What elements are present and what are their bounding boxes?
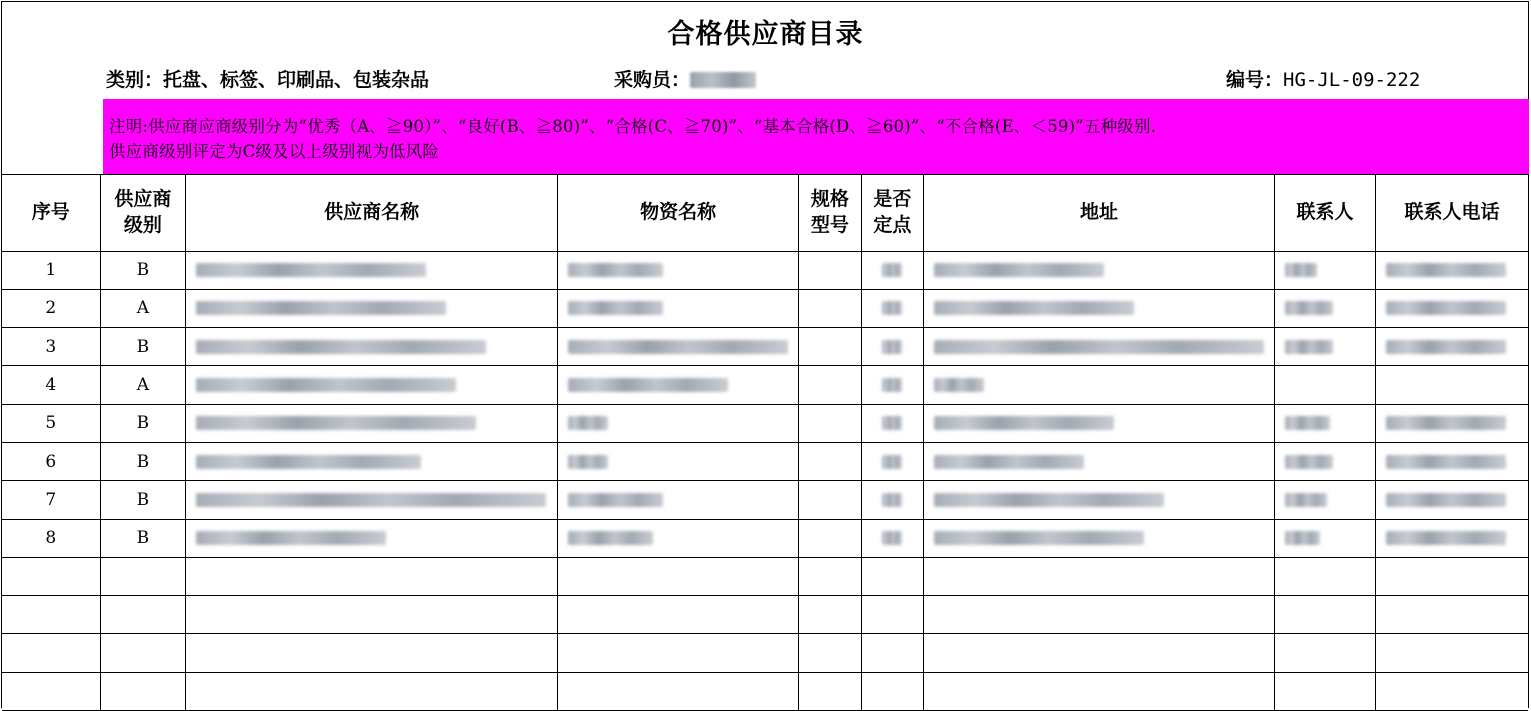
redacted-text	[1386, 531, 1506, 545]
empty-cell	[861, 596, 923, 634]
row-contact	[1275, 404, 1376, 442]
redacted-text	[934, 493, 1164, 507]
row-contact	[1275, 442, 1376, 480]
empty-cell	[558, 557, 799, 595]
empty-cell	[186, 557, 558, 595]
redacted-text	[196, 340, 486, 354]
row-address	[924, 404, 1275, 442]
buyer-label: 采购员：	[614, 69, 691, 91]
col-header-seq: 序号	[2, 174, 100, 251]
redacted-text	[934, 301, 1134, 315]
table-body	[2, 251, 1528, 711]
buyer-field	[614, 65, 756, 92]
row-spec	[799, 404, 861, 442]
empty-cell	[100, 596, 186, 634]
empty-cell	[100, 634, 186, 672]
row-address	[924, 442, 1275, 480]
redacted-text	[568, 416, 608, 430]
empty-cell	[1275, 557, 1376, 595]
number-value: HG-JL-09-222	[1283, 69, 1421, 91]
row-level: A	[100, 366, 186, 404]
redacted-text	[1285, 416, 1330, 430]
redacted-text	[1386, 301, 1506, 315]
redacted-text	[568, 493, 663, 507]
row-address	[924, 328, 1275, 366]
row-seq: 4	[2, 366, 100, 404]
row-contact	[1275, 251, 1376, 289]
grading-note	[103, 99, 1529, 174]
buyer-name-redacted	[690, 72, 756, 88]
row-material	[558, 328, 799, 366]
table-row	[2, 289, 1528, 327]
category-label: 类别：托盘、标签、印刷品、包装杂品	[106, 69, 430, 91]
row-address	[924, 481, 1275, 519]
redacted-text	[196, 531, 386, 545]
number-label: 编号：	[1226, 69, 1284, 91]
empty-cell	[799, 672, 861, 710]
redacted-text	[196, 378, 456, 392]
row-supplier-name	[186, 442, 558, 480]
row-contact	[1275, 366, 1376, 404]
redacted-text	[882, 493, 902, 507]
redacted-text	[568, 301, 663, 315]
row-fixed	[861, 519, 923, 557]
empty-cell	[100, 557, 186, 595]
row-material	[558, 442, 799, 480]
redacted-text	[1386, 416, 1506, 430]
empty-cell	[1375, 557, 1528, 595]
empty-cell	[1375, 596, 1528, 634]
redacted-text	[1285, 340, 1333, 354]
table-row	[2, 366, 1528, 404]
empty-cell	[186, 634, 558, 672]
empty-cell	[799, 596, 861, 634]
row-fixed	[861, 404, 923, 442]
row-level: B	[100, 442, 186, 480]
redacted-text	[568, 531, 653, 545]
redacted-text	[934, 263, 1104, 277]
empty-cell	[1275, 596, 1376, 634]
empty-cell	[558, 596, 799, 634]
row-address	[924, 251, 1275, 289]
row-fixed	[861, 251, 923, 289]
note-line-1: 注明:供应商应商级别分为“优秀（A、≧90）”、“良好(B、≧80)”、“合格(C、≧70)”、“基本合格(D、≧60)”、“不合格(E、＜59)”五种级别.	[109, 117, 1157, 136]
row-phone	[1375, 442, 1528, 480]
redacted-text	[882, 263, 902, 277]
empty-cell	[558, 634, 799, 672]
empty-cell	[861, 672, 923, 710]
note-line-2: 供应商级别评定为C级及以上级别视为低风险	[109, 142, 440, 161]
empty-cell	[924, 634, 1275, 672]
row-level: B	[100, 251, 186, 289]
row-spec	[799, 481, 861, 519]
row-contact	[1275, 328, 1376, 366]
empty-cell	[924, 596, 1275, 634]
table-row-empty	[2, 672, 1528, 710]
redacted-text	[196, 493, 546, 507]
row-supplier-name	[186, 481, 558, 519]
table-row-empty	[2, 596, 1528, 634]
row-contact	[1275, 289, 1376, 327]
empty-cell	[2, 672, 100, 710]
redacted-text	[196, 416, 476, 430]
redacted-text	[1386, 340, 1506, 354]
redacted-text	[1386, 455, 1506, 469]
redacted-text	[934, 455, 1084, 469]
row-address	[924, 289, 1275, 327]
col-header-fixed: 是否 定点	[861, 174, 923, 251]
redacted-text	[934, 531, 1144, 545]
table-row	[2, 328, 1528, 366]
redacted-text	[196, 263, 426, 277]
row-supplier-name	[186, 404, 558, 442]
row-level: A	[100, 289, 186, 327]
redacted-text	[1285, 301, 1333, 315]
empty-cell	[100, 672, 186, 710]
row-seq: 7	[2, 481, 100, 519]
row-phone	[1375, 289, 1528, 327]
col-header-spec: 规格 型号	[799, 174, 861, 251]
page-title: 合格供应商目录	[667, 19, 864, 50]
table-row	[2, 442, 1528, 480]
empty-cell	[1275, 634, 1376, 672]
row-fixed	[861, 328, 923, 366]
empty-cell	[186, 596, 558, 634]
empty-cell	[924, 557, 1275, 595]
row-spec	[799, 366, 861, 404]
redacted-text	[196, 455, 421, 469]
empty-cell	[186, 672, 558, 710]
redacted-text	[1285, 493, 1327, 507]
redacted-text	[1285, 455, 1333, 469]
row-fixed	[861, 289, 923, 327]
row-seq: 8	[2, 519, 100, 557]
table-row	[2, 404, 1528, 442]
redacted-text	[1285, 263, 1317, 277]
empty-cell	[1275, 672, 1376, 710]
table-header-row	[2, 174, 1528, 251]
row-seq: 5	[2, 404, 100, 442]
row-supplier-name	[186, 366, 558, 404]
row-seq: 6	[2, 442, 100, 480]
row-material	[558, 519, 799, 557]
row-level: B	[100, 328, 186, 366]
redacted-text	[1386, 493, 1506, 507]
col-header-phone: 联系人电话	[1375, 174, 1528, 251]
col-header-contact: 联系人	[1275, 174, 1376, 251]
empty-cell	[2, 634, 100, 672]
row-material	[558, 251, 799, 289]
document-number	[1226, 65, 1420, 92]
row-contact	[1275, 481, 1376, 519]
empty-cell	[2, 596, 100, 634]
table-row-empty	[2, 557, 1528, 595]
row-supplier-name	[186, 519, 558, 557]
redacted-text	[882, 340, 902, 354]
table-row	[2, 519, 1528, 557]
empty-cell	[861, 557, 923, 595]
row-level: B	[100, 481, 186, 519]
row-phone	[1375, 251, 1528, 289]
redacted-text	[1285, 531, 1320, 545]
redacted-text	[882, 301, 902, 315]
row-address	[924, 519, 1275, 557]
col-header-address: 地址	[924, 174, 1275, 251]
empty-cell	[924, 672, 1275, 710]
row-address	[924, 366, 1275, 404]
redacted-text	[568, 378, 728, 392]
col-header-level: 供应商 级别	[100, 174, 186, 251]
empty-cell	[2, 557, 100, 595]
row-phone	[1375, 328, 1528, 366]
row-phone	[1375, 366, 1528, 404]
redacted-text	[934, 378, 984, 392]
table-row	[2, 251, 1528, 289]
redacted-text	[882, 416, 902, 430]
row-fixed	[861, 442, 923, 480]
empty-cell	[799, 557, 861, 595]
row-material	[558, 289, 799, 327]
row-fixed	[861, 481, 923, 519]
row-phone	[1375, 481, 1528, 519]
row-spec	[799, 289, 861, 327]
col-header-material: 物资名称	[558, 174, 799, 251]
table-row	[2, 481, 1528, 519]
row-material	[558, 404, 799, 442]
redacted-text	[568, 263, 663, 277]
row-seq: 3	[2, 328, 100, 366]
redacted-text	[1386, 263, 1506, 277]
row-seq: 1	[2, 251, 100, 289]
row-phone	[1375, 404, 1528, 442]
redacted-text	[568, 455, 608, 469]
table-row-empty	[2, 634, 1528, 672]
supplier-table	[2, 174, 1528, 711]
empty-cell	[799, 634, 861, 672]
redacted-text	[934, 416, 1114, 430]
empty-cell	[558, 672, 799, 710]
row-supplier-name	[186, 289, 558, 327]
row-supplier-name	[186, 328, 558, 366]
row-seq: 2	[2, 289, 100, 327]
empty-cell	[1375, 634, 1528, 672]
redacted-text	[882, 531, 902, 545]
row-spec	[799, 328, 861, 366]
row-spec	[799, 251, 861, 289]
catalog-sheet	[1, 1, 1529, 708]
redacted-text	[882, 378, 902, 392]
row-contact	[1275, 519, 1376, 557]
row-fixed	[861, 366, 923, 404]
row-supplier-name	[186, 251, 558, 289]
row-phone	[1375, 519, 1528, 557]
row-spec	[799, 519, 861, 557]
col-header-name: 供应商名称	[186, 174, 558, 251]
row-level: B	[100, 404, 186, 442]
redacted-text	[882, 455, 902, 469]
empty-cell	[861, 634, 923, 672]
row-level: B	[100, 519, 186, 557]
row-spec	[799, 442, 861, 480]
redacted-text	[568, 340, 788, 354]
empty-cell	[1375, 672, 1528, 710]
row-material	[558, 481, 799, 519]
row-material	[558, 366, 799, 404]
sheet-header	[2, 2, 1529, 175]
redacted-text	[934, 340, 1264, 354]
redacted-text	[196, 301, 446, 315]
